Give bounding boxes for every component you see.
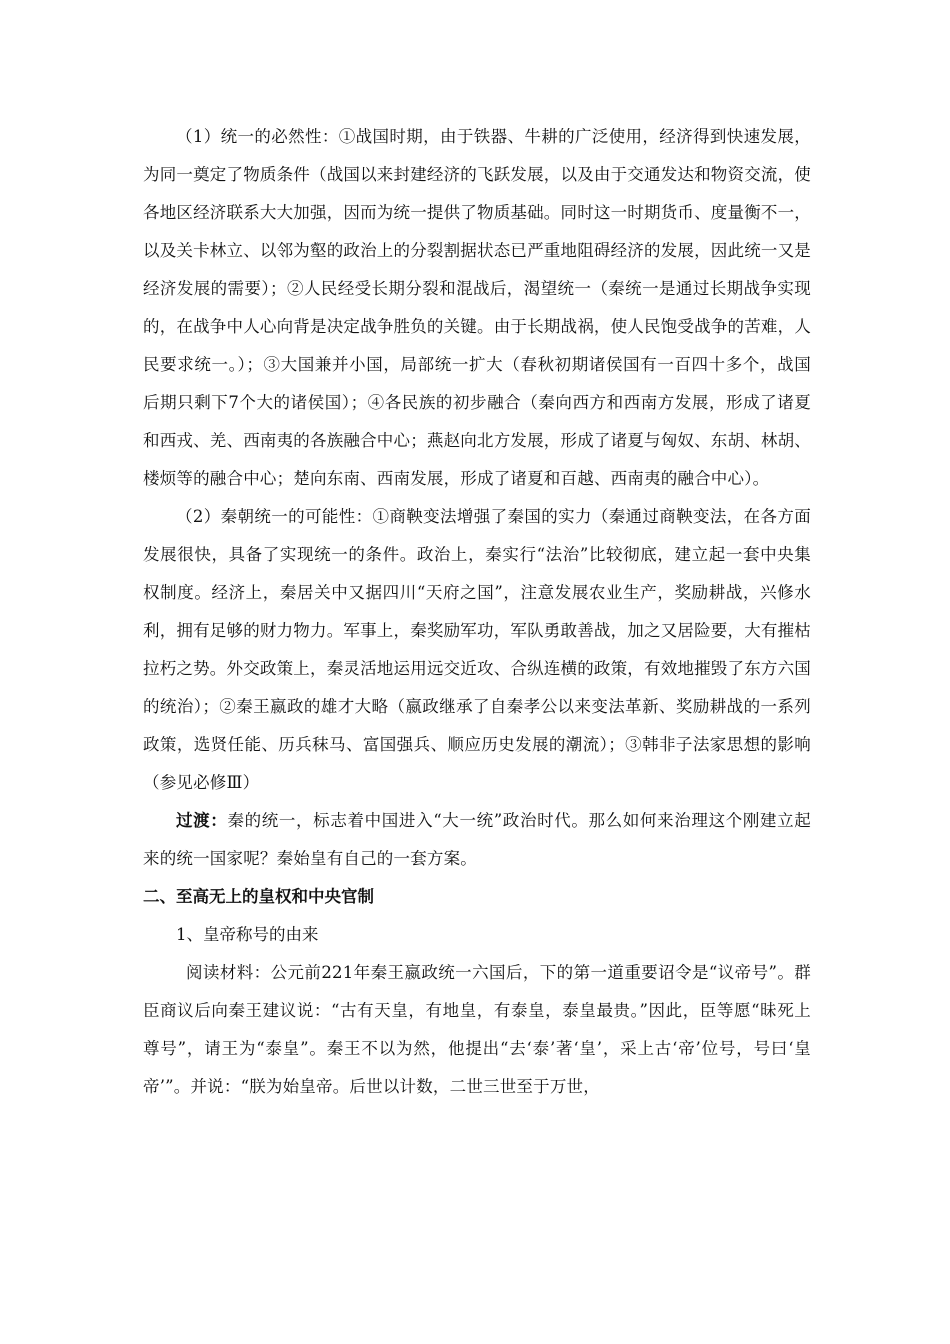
document-body xyxy=(143,118,811,1106)
transition-text: 秦的统一，标志着中国进入“大一统”政治时代。那么如何来治理这个刚建立起来的统一国家呢？秦始皇有自己的一套方案。 xyxy=(143,811,812,868)
subheading: 1、皇帝称号的由来 xyxy=(176,925,319,944)
paragraph-unification-necessity: （1）统一的必然性：①战国时期，由于铁器、牛耕的广泛使用，经济得到快速发展，为同一奠定了物质条件（战国以来封建经济的飞跃发展，以及由于交通发达和物资交流，使各地区经济联系大大加强，因而为统一提供了物质基础。同时这一时期货币、度量衡不一，以及关卡林立、以邻为壑的政治上的分裂割据状态已严重地阻碍经济的发展，因此统一又是经济发展的需要）；②人民经受长期分裂和混战后，渴望统一（秦统一是通过长期战争实现的，在战争中人心向背是决定战争胜负的关键。由于长期战祸，使人民饱受战争的苦难，人民要求统一。）；③大国兼并小国，局部统一扩大（春秋初期诸侯国有一百四十多个，战国后期只剩下7个大的诸侯国）；④各民族的初步融合（秦向西方和西南方发展，形成了诸夏和西戎、羌、西南夷的各族融合中心；燕赵向北方发展，形成了诸夏与匈奴、东胡、林胡、楼烦等的融合中心；楚向东南、西南发展，形成了诸夏和百越、西南夷的融合中心）。 xyxy=(143,127,811,488)
paragraph-unification-possibility: （2）秦朝统一的可能性：①商鞅变法增强了秦国的实力（秦通过商鞅变法，在各方面发展很快，具备了实现统一的条件。政治上，秦实行“法治”比较彻底，建立起一套中央集权制度。经济上，秦居关中又据四川“天府之国”，注意发展农业生产，奖励耕战，兴修水利，拥有足够的财力物力。军事上，秦奖励军功，军队勇敢善战，加之又居险要，大有摧枯拉朽之势。外交政策上，秦灵活地运用远交近攻、合纵连横的政策，有效地摧毁了东方六国的统治）；②秦王嬴政的雄才大略（嬴政继承了自秦孝公以来变法革新、奖励耕战的一系列政策，选贤任能、历兵秣马、富国强兵、顺应历史发展的潮流）；③韩非子法家思想的影响（参见必修Ⅲ） xyxy=(143,507,811,792)
paragraph-reading-material: 阅读材料：公元前221年秦王嬴政统一六国后，下的第一道重要诏令是“议帝号”。群臣商议后向秦王建议说：“古有天皇，有地皇，有泰皇，泰皇最贵。”因此，臣等愿“昧死上尊号”，请王为“泰皇”。秦王不以为然，他提出“去‘泰’著‘皇’，采上古‘帝’位号，号曰‘皇帝’”。并说：“朕为始皇帝。后世以计数，二世三世至于万世， xyxy=(143,963,811,1096)
transition-label: 过渡： xyxy=(176,811,228,830)
section-heading: 二、至高无上的皇权和中央官制 xyxy=(143,887,374,906)
paragraph-transition xyxy=(143,802,811,878)
